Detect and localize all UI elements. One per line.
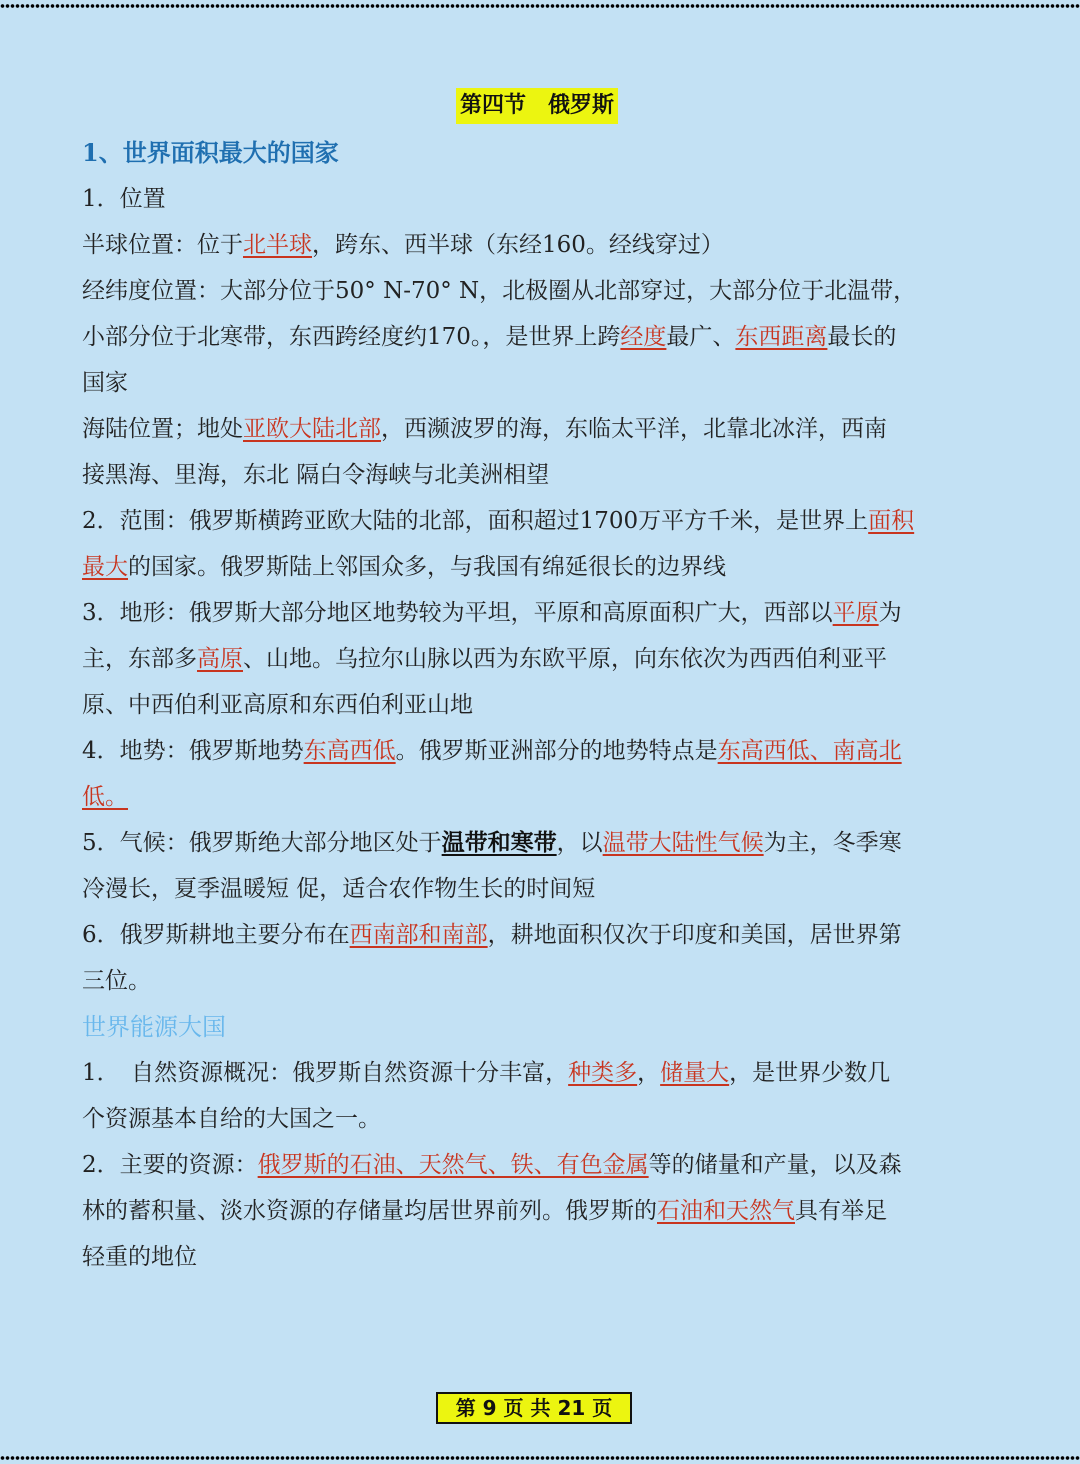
sealand-line-2: 接黑海、里海，东北 隔白令海峡与北美洲相望 bbox=[82, 462, 550, 488]
top-dotted-border bbox=[0, 2, 1080, 10]
text: 4．地势：俄罗斯地势 bbox=[82, 738, 304, 764]
text: 。俄罗斯亚洲部分的地势特点是 bbox=[395, 738, 718, 764]
terrain-line-1 bbox=[82, 590, 992, 636]
latlon-line-1: 经纬度位置：大部分位于50° N-70° N，北极圈从北部穿过，大部分位于北温带， bbox=[82, 278, 917, 304]
text: 为 bbox=[878, 600, 902, 626]
text: 2．范围：俄罗斯横跨亚欧大陆的北部，面积超过1700万平方千米，是世界上 bbox=[82, 508, 869, 534]
climate-line-2: 冷漫长，夏季温暖短 促，适合农作物生长的时间短 bbox=[82, 876, 596, 902]
text: 6．俄罗斯耕地主要分布在 bbox=[82, 922, 350, 948]
latlon-line-2 bbox=[82, 314, 992, 360]
text: 5．气候：俄罗斯绝大部分地区处于 bbox=[82, 830, 442, 856]
text: ，西濒波罗的海，东临太平洋，北靠北冰洋，西南 bbox=[381, 416, 887, 442]
main-resources-line-3: 轻重的地位 bbox=[82, 1244, 197, 1270]
highlight: 石油和天然气 bbox=[657, 1198, 795, 1224]
farmland-line-1 bbox=[82, 912, 992, 958]
text: ，是世界少数几 bbox=[729, 1060, 891, 1086]
text: 海陆位置；地处 bbox=[82, 416, 243, 442]
section-heading-largest-country: 1、世界面积最大的国家 bbox=[82, 138, 339, 167]
highlight: 高原 bbox=[197, 646, 243, 672]
text: ，以 bbox=[556, 830, 603, 856]
climate-line-1 bbox=[82, 820, 992, 866]
emphasis: 温带和寒带 bbox=[441, 829, 557, 856]
highlight: 西南部和南部 bbox=[349, 922, 488, 948]
text: 最长的 bbox=[827, 324, 897, 350]
bottom-dotted-border bbox=[0, 1454, 1080, 1462]
text: 为主，冬季寒 bbox=[763, 830, 902, 856]
terrain-line-2 bbox=[82, 636, 992, 682]
highlight: 储量大 bbox=[660, 1060, 730, 1086]
highlight: 面积 bbox=[868, 508, 915, 534]
page-title: 第四节 俄罗斯 bbox=[456, 88, 618, 124]
text: 最广、 bbox=[666, 324, 736, 350]
section-heading-energy: 世界能源大国 bbox=[82, 1013, 226, 1041]
text: 主，东部多 bbox=[82, 646, 197, 672]
text: 林的蓄积量、淡水资源的存储量均居世界前列。俄罗斯的 bbox=[82, 1198, 657, 1224]
highlight: 北半球 bbox=[243, 232, 312, 258]
scope-line-1 bbox=[82, 498, 992, 544]
text: 小部分位于北寒带，东西跨经度约170。，是世界上跨 bbox=[82, 324, 621, 350]
farmland-line-2: 三位。 bbox=[82, 968, 151, 994]
text: ， bbox=[637, 1060, 661, 1086]
highlight: 东高西低 bbox=[303, 738, 396, 764]
text: 3．地形：俄罗斯大部分地区地势较为平坦，平原和高原面积广大，西部以 bbox=[82, 600, 833, 626]
relief-line-2 bbox=[82, 774, 992, 820]
highlight: 温带大陆性气候 bbox=[602, 830, 764, 856]
hemisphere-line bbox=[82, 222, 992, 268]
terrain-line-3: 原、中西伯利亚高原和东西伯利亚山地 bbox=[82, 692, 473, 718]
latlon-line-3: 国家 bbox=[82, 370, 128, 396]
highlight: 最大 bbox=[82, 554, 128, 580]
sealand-line-1 bbox=[82, 406, 992, 452]
page-number: 第 9 页 共 21 页 bbox=[436, 1392, 632, 1424]
main-resources-line-2 bbox=[82, 1188, 992, 1234]
highlight: 东西距离 bbox=[735, 324, 828, 350]
scope-line-2 bbox=[82, 544, 992, 590]
text: 1． 自然资源概况：俄罗斯自然资源十分丰富， bbox=[82, 1060, 569, 1086]
highlight: 种类多 bbox=[568, 1060, 638, 1086]
text: 、山地。乌拉尔山脉以西为东欧平原，向东依次为西西伯利亚平 bbox=[243, 646, 887, 672]
document-page bbox=[82, 88, 992, 1280]
text: 具有举足 bbox=[795, 1198, 887, 1224]
natural-line-1 bbox=[82, 1050, 992, 1096]
text: 2．主要的资源： bbox=[82, 1152, 258, 1178]
location-heading: 1．位置 bbox=[82, 186, 166, 212]
main-resources-line-1 bbox=[82, 1142, 992, 1188]
highlight: 平原 bbox=[832, 600, 879, 626]
text: 的国家。俄罗斯陆上邻国众多，与我国有绵延很长的边界线 bbox=[128, 554, 726, 580]
text: ，跨东、西半球（东经160。经线穿过） bbox=[312, 232, 724, 258]
highlight: 俄罗斯的石油、天然气、铁、有色金属 bbox=[257, 1152, 649, 1178]
text: 等的储量和产量，以及森 bbox=[648, 1152, 902, 1178]
highlight: 低。 bbox=[82, 784, 128, 810]
highlight: 经度 bbox=[620, 324, 667, 350]
text: 半球位置：位于 bbox=[82, 232, 243, 258]
title-row bbox=[82, 88, 992, 130]
relief-line-1 bbox=[82, 728, 992, 774]
highlight: 东高西低、南高北 bbox=[717, 738, 902, 764]
highlight: 亚欧大陆北部 bbox=[243, 416, 381, 442]
natural-line-2: 个资源基本自给的大国之一。 bbox=[82, 1106, 381, 1132]
text: ，耕地面积仅次于印度和美国，居世界第 bbox=[487, 922, 902, 948]
